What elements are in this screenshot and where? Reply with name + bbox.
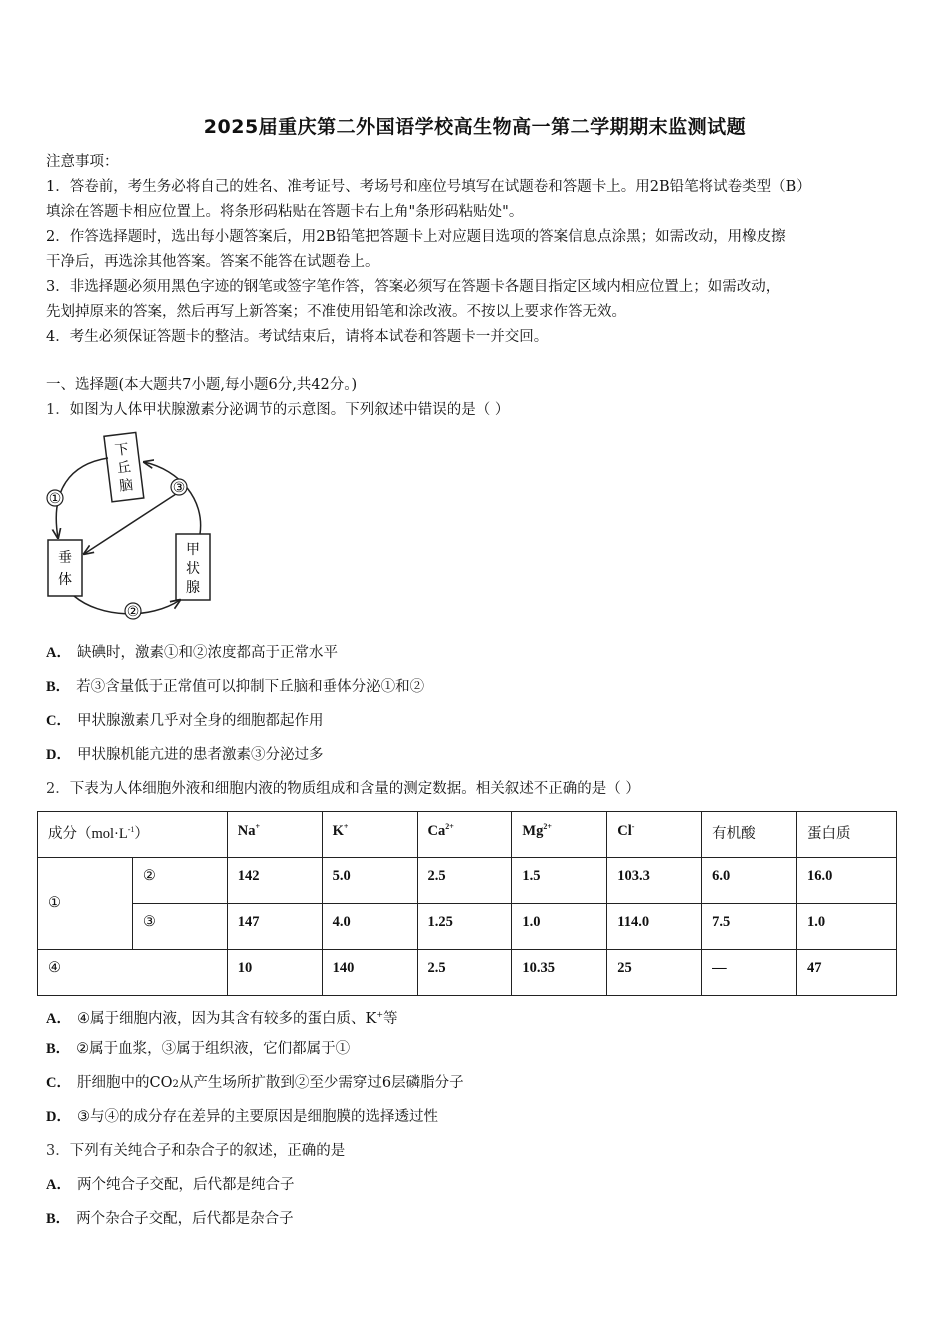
column-name: 蛋白质 bbox=[807, 826, 851, 842]
table-header-row bbox=[38, 812, 897, 858]
notice-line: 先划掉原来的答案，然后再写上新答案；不准使用铅笔和涂改液。不按以上要求作答无效。 bbox=[46, 304, 626, 320]
option-d bbox=[46, 1108, 438, 1126]
header-text: 成分（mol·L bbox=[48, 826, 128, 842]
table-cell: 10 bbox=[227, 950, 322, 996]
row-label: ③ bbox=[132, 904, 227, 950]
arrow-thyroid-to-hypothalamus bbox=[144, 462, 201, 534]
option-d bbox=[46, 746, 323, 764]
option-label: A． bbox=[46, 645, 71, 661]
table-cell: 140 bbox=[322, 950, 417, 996]
option-b bbox=[46, 1040, 350, 1058]
option-text: 两个纯合子交配，后代都是纯合子 bbox=[76, 1177, 295, 1193]
question-1-stem bbox=[46, 401, 509, 419]
option-label: B． bbox=[46, 1211, 71, 1227]
option-text: 甲状腺激素几乎对全身的细胞都起作用 bbox=[76, 713, 324, 729]
marker-3: ③ bbox=[172, 480, 186, 496]
option-b bbox=[46, 678, 424, 696]
option-label: C． bbox=[46, 1075, 71, 1091]
notice-line: 4．考生必须保证答题卡的整洁。考试结束后，请将本试卷和答题卡一并交回。 bbox=[46, 329, 549, 345]
table-cell: 114.0 bbox=[607, 904, 702, 950]
table-cell: 4.0 bbox=[322, 904, 417, 950]
table-cell: 147 bbox=[227, 904, 322, 950]
ion-charge: + bbox=[343, 822, 349, 831]
thyroid-box bbox=[176, 534, 210, 600]
option-label: B． bbox=[46, 679, 71, 695]
ion-charge: + bbox=[255, 822, 261, 831]
table-cell: 5.0 bbox=[322, 858, 417, 904]
table-cell: 2.5 bbox=[417, 950, 512, 996]
table-cell: 47 bbox=[797, 950, 897, 996]
option-text: ③与④的成分存在差异的主要原因是细胞膜的选择透过性 bbox=[76, 1109, 438, 1125]
table-header-cell bbox=[322, 812, 417, 858]
table-cell: 6.0 bbox=[702, 858, 797, 904]
thyroid-label: 状 bbox=[186, 561, 200, 577]
ion-name: K bbox=[332, 822, 344, 839]
table-cell: 10.35 bbox=[512, 950, 607, 996]
option-a bbox=[46, 1176, 294, 1194]
table-cell: 7.5 bbox=[702, 904, 797, 950]
thyroid-regulation-diagram bbox=[40, 430, 220, 630]
arrow-feedback-to-pituitary bbox=[84, 494, 176, 554]
notice-line: 干净后，再选涂其他答案。答案不能答在试题卷上。 bbox=[46, 254, 380, 270]
pituitary-label: 垂 bbox=[58, 550, 72, 566]
composition-table bbox=[37, 811, 897, 996]
option-text: 从产生场所扩散到②至少需穿过6层磷脂分子 bbox=[178, 1075, 464, 1091]
notice-line: 3．非选择题必须用黑色字迹的钢笔或签字笔作答，答案必须写在答题卡各题目指定区域内相应位置上；如需改动， bbox=[46, 279, 781, 295]
option-text: ④属于细胞内液，因为其含有较多的蛋白质、K bbox=[76, 1010, 377, 1027]
thyroid-label: 腺 bbox=[186, 580, 200, 596]
option-c bbox=[46, 712, 323, 730]
ion-charge: 2+ bbox=[543, 822, 552, 831]
notice-line: 填涂在答题卡相应位置上。将条形码粘贴在答题卡右上角"条形码粘贴处"。 bbox=[46, 204, 524, 220]
ion-name: Na bbox=[237, 822, 256, 839]
option-label: A． bbox=[46, 1010, 71, 1027]
question-number: 1． bbox=[46, 402, 70, 418]
option-c bbox=[46, 1074, 464, 1094]
option-label: D． bbox=[46, 1109, 71, 1125]
row-label: ② bbox=[132, 858, 227, 904]
header-sup: -1 bbox=[127, 825, 135, 835]
option-label: B． bbox=[46, 1041, 71, 1057]
hypothalamus-label: 下 bbox=[113, 441, 130, 460]
option-text: 等 bbox=[383, 1010, 398, 1027]
hypothalamus-label: 丘 bbox=[116, 459, 132, 477]
option-text: 若③含量低于正常值可以抑制下丘脑和垂体分泌①和② bbox=[76, 679, 425, 695]
option-text: 两个杂合子交配，后代都是杂合子 bbox=[76, 1211, 294, 1227]
pituitary-label: 体 bbox=[58, 572, 72, 588]
table-cell: 25 bbox=[607, 950, 702, 996]
option-label: A． bbox=[46, 1177, 71, 1193]
thyroid-label: 甲 bbox=[186, 542, 200, 558]
section-heading: 一、选择题(本大题共7小题,每小题6分,共42分。) bbox=[46, 377, 358, 393]
ion-name: Mg bbox=[522, 822, 544, 839]
table-header-cell bbox=[512, 812, 607, 858]
header-text: ） bbox=[134, 826, 149, 842]
table-cell: 103.3 bbox=[607, 858, 702, 904]
question-number: 3． bbox=[46, 1143, 70, 1159]
question-3-stem bbox=[46, 1142, 345, 1160]
option-sup: + bbox=[376, 1010, 384, 1019]
table-row bbox=[38, 950, 897, 996]
option-b bbox=[46, 1210, 294, 1228]
table-row bbox=[38, 904, 897, 950]
table-header-cell bbox=[607, 812, 702, 858]
marker-1: ① bbox=[48, 491, 62, 507]
column-name: 有机酸 bbox=[712, 826, 756, 842]
group-cell: ① bbox=[38, 858, 133, 950]
option-a bbox=[46, 1006, 398, 1028]
row-label: ④ bbox=[38, 950, 228, 996]
question-text: 下列有关纯合子和杂合子的叙述，正确的是 bbox=[69, 1143, 346, 1159]
question-number: 2． bbox=[46, 781, 70, 797]
arrow-hypothalamus-to-pituitary bbox=[56, 458, 108, 538]
option-label: C． bbox=[46, 713, 71, 729]
table-row bbox=[38, 858, 897, 904]
table-cell: 142 bbox=[227, 858, 322, 904]
option-a bbox=[46, 644, 338, 662]
notice-line: 1．答卷前，考生务必将自己的姓名、准考证号、考场号和座位号填写在试题卷和答题卡上。用2B铅笔将试卷类型（B） bbox=[46, 179, 811, 195]
option-text: 甲状腺机能亢进的患者激素③分泌过多 bbox=[76, 747, 324, 763]
ion-charge: - bbox=[631, 822, 635, 831]
ion-charge: 2+ bbox=[445, 822, 454, 831]
table-header-cell bbox=[702, 812, 797, 858]
option-sub: 2 bbox=[172, 1079, 179, 1090]
table-cell: 1.25 bbox=[417, 904, 512, 950]
notice-heading: 注意事项： bbox=[46, 154, 119, 170]
table-cell: 16.0 bbox=[797, 858, 897, 904]
hypothalamus-label: 脑 bbox=[118, 477, 135, 495]
table-header-cell bbox=[38, 812, 228, 858]
table-cell: 1.5 bbox=[512, 858, 607, 904]
table-cell: 2.5 bbox=[417, 858, 512, 904]
table-header-cell bbox=[417, 812, 512, 858]
table-cell: 1.0 bbox=[512, 904, 607, 950]
table-header-cell bbox=[227, 812, 322, 858]
question-text: 如图为人体甲状腺激素分泌调节的示意图。下列叙述中错误的是（ ） bbox=[69, 402, 510, 418]
option-text: ②属于血浆，③属于组织液，它们都属于① bbox=[76, 1041, 351, 1057]
option-label: D． bbox=[46, 747, 71, 763]
option-text: 缺碘时，激素①和②浓度都高于正常水平 bbox=[76, 645, 338, 661]
table-cell: — bbox=[702, 950, 797, 996]
table-cell: 1.0 bbox=[797, 904, 897, 950]
exam-title: 2025届重庆第二外国语学校高生物高一第二学期期末监测试题 bbox=[203, 116, 747, 138]
table-header-cell bbox=[797, 812, 897, 858]
question-2-stem bbox=[46, 780, 640, 798]
option-text: 肝细胞中的CO bbox=[76, 1075, 173, 1091]
ion-name: Ca bbox=[427, 822, 446, 839]
hypothalamus-box bbox=[104, 432, 144, 501]
pituitary-box bbox=[48, 540, 82, 596]
ion-name: Cl bbox=[617, 822, 632, 839]
question-text: 下表为人体细胞外液和细胞内液的物质组成和含量的测定数据。相关叙述不正确的是（ ） bbox=[69, 781, 640, 797]
notice-line: 2．作答选择题时，选出每小题答案后，用2B铅笔把答题卡上对应题目选项的答案信息点涂黑；如需改动，用橡皮擦 bbox=[46, 229, 786, 245]
marker-2: ② bbox=[126, 604, 140, 620]
